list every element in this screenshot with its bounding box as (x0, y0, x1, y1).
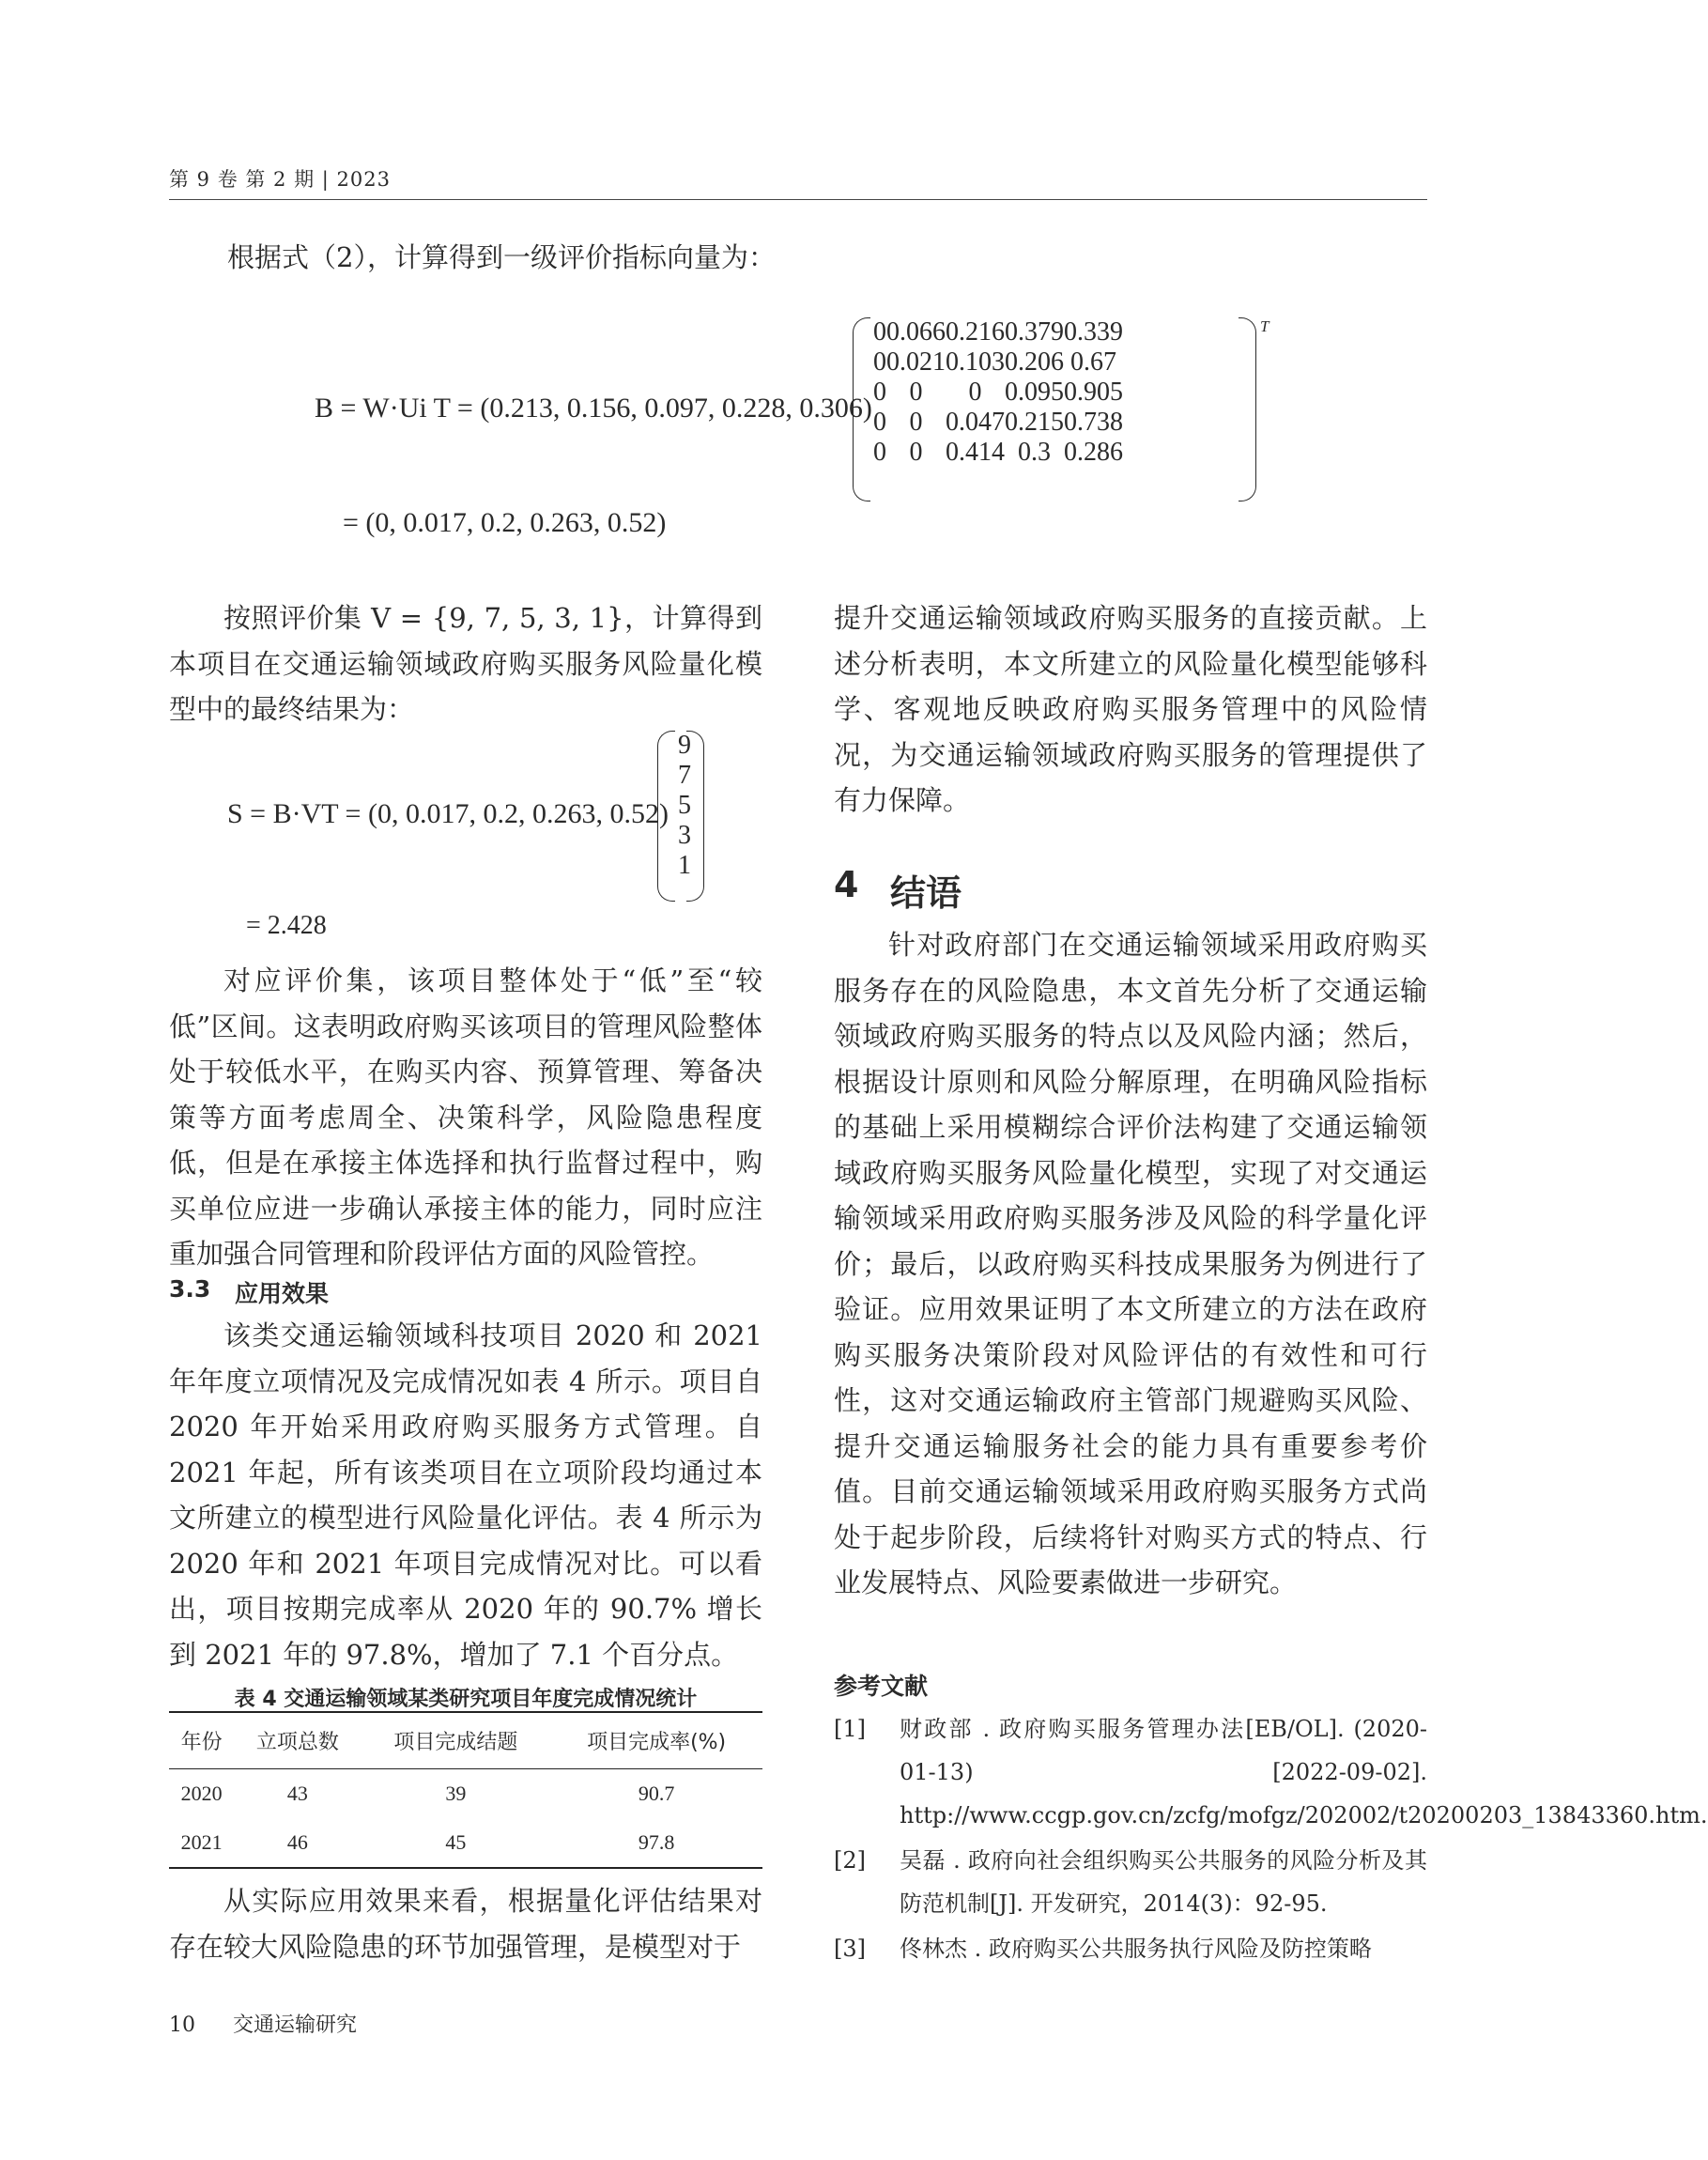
matrix-cell: 0 (873, 408, 886, 437)
table-cell: 39 (445, 1782, 467, 1805)
section-title: 结语 (890, 872, 962, 914)
page-footer (169, 2009, 357, 2038)
vector-right-paren (686, 731, 704, 902)
section-number: 4 (834, 864, 859, 905)
matrix-cell: 0.206 (1005, 347, 1064, 377)
matrix-cell: 0 (909, 408, 923, 437)
page-number: 10 (169, 2013, 195, 2037)
table-cell: 43 (286, 1782, 308, 1805)
matrix-cell: 0 (873, 317, 886, 347)
matrix-cell: 0.905 (1064, 378, 1123, 407)
reference-number: [3] (834, 1936, 866, 1962)
table-row (169, 1769, 762, 1819)
matrix-cell: 0.379 (1005, 317, 1064, 347)
table-caption: 表 4 交通运输领域某类研究项目年度完成情况统计 (234, 1688, 698, 1711)
matrix-u (853, 317, 1256, 501)
table-header-cell: 项目完成率(%) (587, 1731, 727, 1754)
equation-b-lhs: B = W·Ui T = (0.213, 0.156, 0.097, 0.228, 0.306) (315, 393, 872, 424)
references-list (834, 1707, 1708, 1972)
matrix-cell: 0.047 (946, 408, 1005, 437)
matrix-row (873, 317, 1123, 347)
matrix-row (873, 438, 1123, 468)
vector-cell: 7 (678, 761, 691, 790)
table-cell: 45 (445, 1830, 467, 1854)
table-header-cell: 项目完成结题 (393, 1731, 518, 1754)
matrix-cell: 0.414 (946, 438, 1005, 467)
matrix-cell: 0 (873, 347, 886, 377)
matrix-right-paren (1239, 317, 1256, 501)
para-left-end: 从实际应用效果来看，根据量化评估结果对存在较大风险隐患的环节加强管理，是模型对于 (169, 1885, 762, 1963)
matrix-cell: 0 (873, 438, 886, 467)
table-header-row (169, 1713, 762, 1769)
table-cell: 46 (286, 1830, 308, 1854)
matrix-cell: 0.738 (1064, 408, 1123, 437)
reference-item (834, 1707, 1708, 1837)
matrix-cell: 0.095 (1005, 378, 1064, 407)
para-application: 该类交通运输领域科技项目 2020 和 2021 年年度立项情况及完成情况如表 4 所示。项目自 2020 年开始采用政府购买服务方式管理。自 2021 年起，所有该类项目在立项阶段均通过本文所建立的模型进行风险量化评估。表 4 所示为 2020 年和 2021 年项目完成情况对比。可以看出，项目按期完成率从 2020 年的 90.7% 增长到 2021 年的 97.8%，增加了 7.1 个百分点。 (169, 1319, 762, 1671)
table-row (169, 1818, 762, 1868)
matrix-cell: 0 (968, 378, 982, 407)
intro-text: 根据式（2），计算得到一级评价指标向量为： (227, 241, 776, 273)
matrix-row (873, 347, 1123, 378)
reference-number: [2] (834, 1847, 866, 1874)
equation-s-result: = 2.428 (246, 911, 327, 940)
matrix-cell: 0.3 (1018, 438, 1051, 467)
reference-text: 财政部 . 政府购买服务管理办法[EB/OL]. (2020-01-13) [2022-09-02]. http://www.ccgp.gov.cn/zcfg/mofgz/202002/t20200203_13843360.htm. (900, 1716, 1708, 1828)
matrix-cell: 0.339 (1064, 317, 1123, 347)
matrix-cell: 0.103 (946, 347, 1005, 377)
matrix-cell: 0 (873, 378, 886, 407)
matrix-cell: 0.67 (1070, 347, 1116, 377)
para-evaluation: 对应评价集，该项目整体处于“低”至“较低”区间。这表明政府购买该项目的管理风险整体处于较低水平，在购买内容、预算管理、筹备决策等方面考虑周全、决策科学，风险隐患程度低，但是在承接主体选择和执行监督过程中，购买单位应进一步确认承接主体的能力，同时应注重加强合同管理和阶段评估方面的风险管控。 (169, 964, 762, 1270)
references-title: 参考文献 (834, 1673, 929, 1700)
subsection-title: 应用效果 (235, 1280, 330, 1307)
para-right-continued: 提升交通运输领域政府购买服务的直接贡献。上述分析表明，本文所建立的风险量化模型能够科学、客观地反映政府购买服务管理中的风险情况，为交通运输领域政府购买服务的管理提供了有力保障。 (834, 602, 1427, 816)
subsection-number: 3.3 (169, 1275, 211, 1303)
reference-number: [1] (834, 1716, 866, 1742)
matrix-cell: 0.021 (886, 347, 946, 377)
table-header-cell: 立项总数 (255, 1731, 339, 1754)
vector-cell: 1 (678, 851, 691, 880)
vector-left-paren (657, 731, 675, 902)
matrix-cell: 0.286 (1064, 438, 1123, 467)
matrix-u-table (873, 317, 1123, 468)
vector-cell: 5 (678, 791, 691, 820)
reference-item (834, 1927, 1427, 1970)
vector-v (657, 731, 704, 902)
vector-cell: 3 (678, 821, 691, 850)
header-rule (169, 199, 1427, 200)
matrix-left-paren (853, 317, 870, 501)
journal-name: 交通运输研究 (233, 2013, 358, 2037)
completion-table (169, 1713, 762, 1869)
matrix-transpose-sup: T (1260, 317, 1269, 335)
matrix-cell: 0.066 (886, 317, 946, 347)
equation-b-result: = (0, 0.017, 0.2, 0.263, 0.52) (343, 507, 667, 538)
reference-item (834, 1839, 1427, 1925)
matrix-row (873, 378, 1123, 408)
table-cell: 90.7 (638, 1782, 675, 1805)
table-cell: 2020 (180, 1782, 223, 1805)
matrix-cell: 0 (909, 438, 923, 467)
para-eval-set: 按照评价集 V = {9, 7, 5, 3, 1}，计算得到本项目在交通运输领域政府购买服务风险量化模型中的最终结果为： (169, 602, 762, 725)
running-header: 第 9 卷 第 2 期 | 2023 (169, 168, 391, 191)
table-cell: 97.8 (638, 1830, 675, 1854)
vector-cell: 9 (678, 731, 691, 760)
matrix-row (873, 408, 1123, 438)
reference-text: 吴磊 . 政府向社会组织购买公共服务的风险分析及其防范机制[J]. 开发研究，2014(3)：92-95. (900, 1847, 1427, 1917)
matrix-cell: 0 (909, 378, 923, 407)
matrix-cell: 0.216 (946, 317, 1005, 347)
equation-s-lhs: S = B·VT = (0, 0.017, 0.2, 0.263, 0.52) (227, 798, 669, 829)
matrix-cell: 0.215 (1005, 408, 1064, 437)
table-header-cell: 年份 (180, 1731, 223, 1754)
reference-text: 佟林杰 . 政府购买公共服务执行风险及防控策略 (900, 1936, 1372, 1962)
para-conclusion: 针对政府部门在交通运输领域采用政府购买服务存在的风险隐患，本文首先分析了交通运输领域政府购买服务的特点以及风险内涵；然后，根据设计原则和风险分解原理，在明确风险指标的基础上采用模糊综合评价法构建了交通运输领域政府购买服务风险量化模型，实现了对交通运输领域采用政府购买服务涉及风险的科学量化评价；最后，以政府购买科技成果服务为例进行了验证。应用效果证明了本文所建立的方法在政府购买服务决策阶段对风险评估的有效性和可行性，这对交通运输政府主管部门规避购买风险、提升交通运输服务社会的能力具有重要参考价值。目前交通运输领域采用政府购买服务方式尚处于起步阶段，后续将针对购买方式的特点、行业发展特点、风险要素做进一步研究。 (834, 929, 1427, 1598)
table-cell: 2021 (180, 1830, 223, 1854)
